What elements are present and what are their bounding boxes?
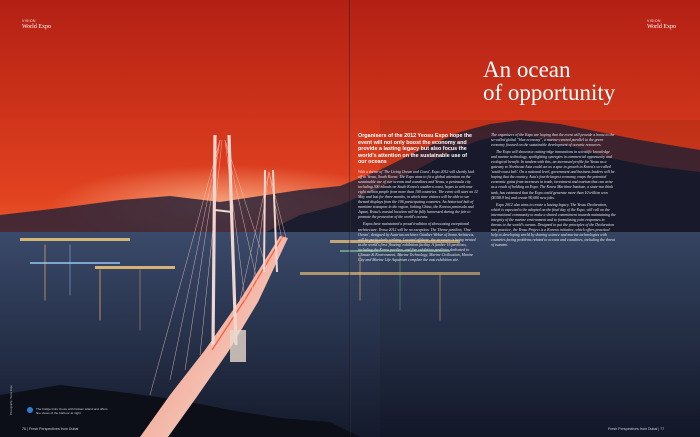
body-paragraph: The organisers of the Expo are hoping that the event will provide a boost to the so-called global "blue economy", a marine-centred parallel to the green economy focused on the sustainable development of oceanic resources.: [491, 133, 615, 148]
section-name: World Expo: [22, 23, 52, 30]
headline: [483, 58, 615, 104]
standfirst: Organisers of the 2012 Yeosu Expo hope the event will not only boost the economy and provide a lasting legacy but also focus the world's attention on the sustainable use of our oceans: [358, 133, 473, 165]
section-name: World Expo: [647, 23, 677, 30]
caption-marker-icon: [27, 407, 33, 413]
body-paragraph: Expos have maintained a proud tradition of showcasing exceptional architecture. Yeosu 2012 will be no exception. The Theme pavilion, 'One Ocean', designed by Austrian architect Günther Weber of Soma Architects, will be particularly striking. Located offshore, the structure is being treated as the world's first 'floating' exhibition facility. A further 16 pavilions, including the Korea pavilion, and five exhibition pavilions dedicated to Climate & Environment, Marine Technology, Marine Civilisation, Marine City and Marine Life Aquarium complete the vast exhibition site.: [358, 222, 476, 262]
section-label-left: [22, 20, 51, 30]
headline-line-2: of opportunity: [483, 80, 616, 105]
folio-left: 76 | Fresh Perspectives from Dubai: [22, 427, 79, 431]
photo-credit: Photography: Yeosu Expo: [10, 385, 13, 415]
body-column-1: [358, 170, 478, 265]
folio-right: Fresh Perspectives from Dubai | 77: [608, 427, 665, 431]
photo-caption: The bridge links Yeosu with Dolsan island and offers fine views of the harbour at night: [36, 407, 108, 415]
body-column-2: [491, 133, 616, 250]
headline-line-1: An ocean: [483, 57, 571, 82]
page-gutter: [349, 0, 351, 437]
body-paragraph: With a theme of 'The Living Ocean and Coast', Expo 2012 will shortly kick off in Yeosu, South Korea. The Expo aims to fix a global attention on the sustainable use of our oceans and coastlines and Yeosu, a peninsula city including 300 islands on South Korea's southern coast, hopes to welcome eight million people from more than 100 countries. The event will start on 12 May and last for three months, in which time visitors will be able to see themed displays from the 106 participating countries. An historical hub of maritime transport in the region, linking China, the Korean peninsula and Japan, Yeosu's coastal location will be fully harnessed during the fair to promote the protection of the world's oceans.: [358, 170, 478, 220]
section-kicker: VISION: [22, 19, 36, 23]
body-paragraph: Expo 2012 also aims to create a lasting legacy. The Yeosu Declaration, which is expected to be adopted on the final day of the Expo, will call on the international community to make a shared commitment towards maintaining the integrity of the marine environment and to formulating joint responses to threats to the world's oceans. Designed to put the principles of the Declaration into practice, the Yeosu Project is a Korean initiative, which offers practical help to developing world by sharing science and marine technologies with countries facing problems related to oceans and coastlines, including the threat of tsunami.: [491, 202, 616, 247]
section-kicker: VISION: [647, 19, 661, 23]
body-paragraph: The Expo will showcase cutting-edge innovations in scientific knowledge and marine technology, spotlighting synergies in commercial opportunity and ecological benefit. In tandem with this, an increased profile for Yeosu as a gateway to Northeast Asia could act as a spur to growth in Korea's so-called 'south-coast belt'. On a national level, government and business leaders will be hoping that the country, Asia's fourth-largest economy, reaps the potential economic gains from increases in trade, investment and tourism that can arise as a result of holding an Expo. The Korea Maritime Institute, a state-run think tank, has estimated that the Expo could generate more than 10 trillion won ($US8.9 bn) and create 90,000 new jobs.: [491, 150, 615, 200]
section-label-right: [647, 20, 676, 30]
